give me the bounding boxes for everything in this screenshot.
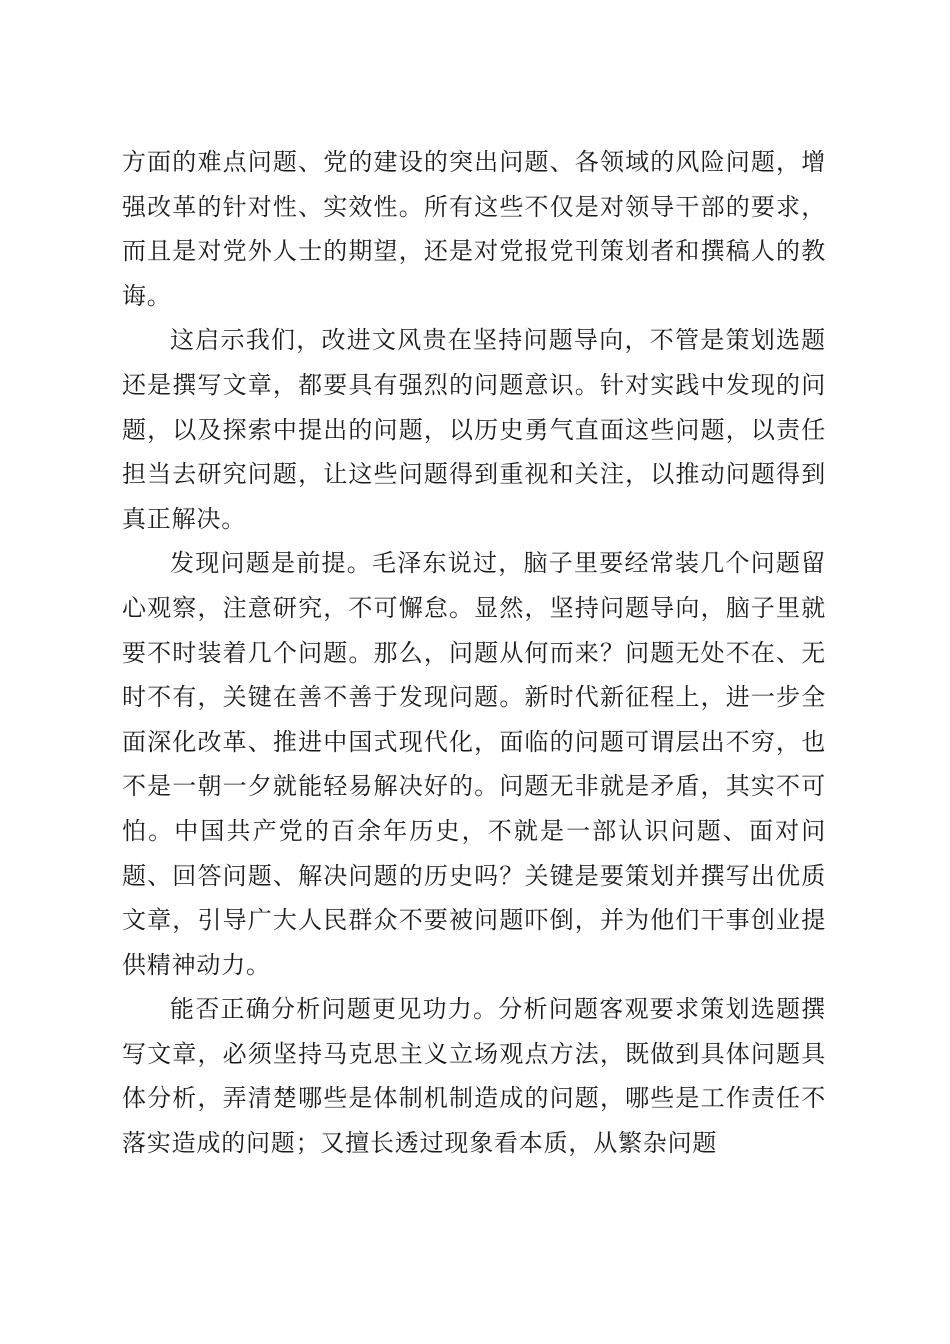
document-body bbox=[122, 140, 826, 1166]
paragraph-1: 方面的难点问题、党的建设的突出问题、各领域的风险问题，增强改革的针对性、实效性。所有这些不仅是对领导干部的要求，而且是对党外人士的期望，还是对党报党刊策划者和撰稿人的教诲。 bbox=[122, 148, 826, 310]
paragraph-4: 能否正确分析问题更见功力。分析问题客观要求策划选题撰写文章，必须坚持马克思主义立场观点方法，既做到具体问题具体分析，弄清楚哪些是体制机制造成的问题，哪些是工作责任不落实造成的问题；又擅长透过现象看本质，从繁杂问题 bbox=[122, 995, 826, 1158]
paragraph-2: 这启示我们，改进文风贵在坚持问题导向，不管是策划选题还是撰写文章，都要具有强烈的问题意识。针对实践中发现的问题，以及探索中提出的问题，以历史勇气直面这些问题，以责任担当去研究问题，让这些问题得到重视和关注，以推动问题得到真正解决。 bbox=[122, 326, 826, 533]
paragraph-3: 发现问题是前提。毛泽东说过，脑子里要经常装几个问题留心观察，注意研究，不可懈怠。显然，坚持问题导向，脑子里就要不时装着几个问题。那么，问题从何而来？问题无处不在、无时不有，关键在善不善于发现问题。新时代新征程上，进一步全面深化改革、推进中国式现代化，面临的问题可谓层出不穷，也不是一朝一夕就能轻易解决好的。问题无非就是矛盾，其实不可怕。中国共产党的百余年历史，不就是一部认识问题、面对问题、回答问题、解决问题的历史吗？关键是要策划并撰写出优质文章，引导广大人民群众不要被问题吓倒，并为他们干事创业提供精神动力。 bbox=[122, 549, 826, 979]
